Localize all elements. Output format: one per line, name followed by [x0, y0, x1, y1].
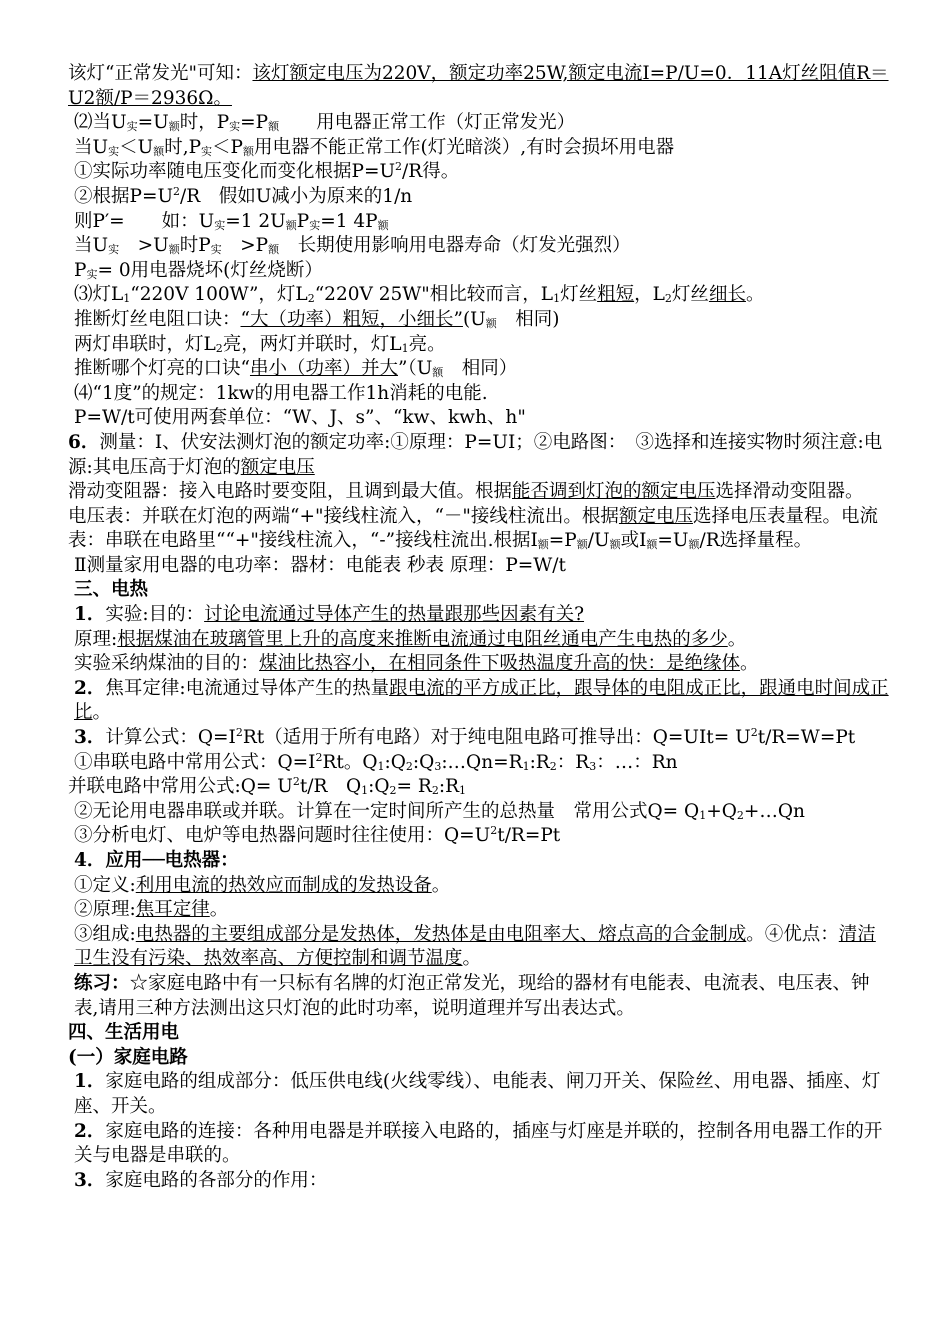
text-run: Rt（适用于所有电路）对于纯电阻电路可推导出：Q=UIt= U	[242, 727, 751, 749]
paragraph	[68, 259, 890, 284]
text-run: ⑷“1度”的规定：1kw的用电器工作1h消耗的电能.	[74, 382, 488, 404]
text-run: P	[296, 210, 310, 232]
paragraph	[68, 333, 890, 358]
text-run: 实验采纳煤油的目的：	[74, 653, 260, 675]
text-run: 当U	[74, 235, 109, 257]
text-run: ①实际功率随电压变化而变化根据P=U	[74, 161, 396, 183]
underlined-text: 串小（功率）并大	[249, 358, 398, 380]
paragraph	[68, 1070, 890, 1119]
paragraph	[68, 775, 890, 800]
text-run: ”（U	[397, 358, 433, 380]
subscript: 2	[405, 759, 413, 773]
text-run: 选择滑动变阻器。 电压表：并联在灯泡的两端“+"接线柱流入，“－"接线柱流出。根据	[68, 481, 873, 527]
subscript: 1	[123, 292, 131, 306]
text-run: :R	[438, 776, 460, 798]
paragraph	[68, 431, 890, 480]
text-run: 四、生活用电	[68, 1022, 180, 1044]
subscript: 额	[153, 144, 165, 158]
text-run: 长期使用影响用电器寿命（灯发光强烈）	[279, 235, 631, 257]
subscript: 额	[268, 120, 280, 134]
superscript: 2	[315, 750, 323, 764]
text-run: 时P	[179, 235, 211, 257]
text-run: t/R Q	[299, 776, 362, 798]
paragraph	[68, 849, 890, 874]
text-run: 用电器正常工作（灯正常发光）	[279, 112, 576, 134]
text-run: ②根据P=U	[74, 185, 174, 207]
text-run: 灯丝	[671, 284, 709, 306]
subscript: 2	[549, 759, 557, 773]
text-run: ③组成:	[74, 923, 136, 945]
text-run: ①定义:	[74, 874, 136, 896]
underlined-text: 细长	[708, 284, 746, 306]
paragraph	[68, 308, 890, 333]
subscript: 实	[214, 218, 226, 232]
subscript: 额	[377, 218, 389, 232]
text-run: 。	[209, 899, 229, 921]
subscript: 2	[664, 292, 672, 306]
text-run: ①串联电路中常用公式：Q=I	[74, 751, 316, 773]
text-run: 。	[431, 874, 451, 896]
text-run: “220V 25W"相比较而言，L	[314, 284, 554, 306]
superscript: 2	[292, 775, 300, 789]
text-run: 3．	[74, 727, 106, 749]
superscript: 2	[750, 726, 758, 740]
underlined-text: 利用电流的热效应而制成的发热设备	[135, 874, 432, 896]
text-run: ：…：Rn	[596, 751, 678, 773]
subscript: 实	[108, 243, 120, 257]
subscript: 1	[377, 759, 385, 773]
text-run: :R	[529, 751, 550, 773]
subscript: 1	[361, 784, 369, 798]
text-run: t/R=Pt	[497, 825, 561, 847]
paragraph	[68, 136, 890, 161]
paragraph	[68, 874, 890, 899]
underlined-text: 煤油比热容小，在相同条件下吸热温度升高的快：是绝缘体	[259, 653, 741, 675]
text-run: 推断哪个灯亮的口诀“	[74, 358, 250, 380]
subscript: 1	[522, 759, 530, 773]
subscript: 2	[736, 808, 744, 822]
paragraph	[68, 603, 890, 628]
paragraph	[68, 283, 890, 308]
subscript: 实	[126, 120, 138, 134]
subscript: 1	[553, 292, 561, 306]
text-run: 。	[727, 628, 747, 650]
text-run: 当U	[74, 136, 109, 158]
text-run: /U	[587, 530, 610, 552]
underlined-text: 讨论电流通过导体产生的热量跟那些因素有关?	[204, 604, 585, 626]
subscript: 额	[537, 538, 549, 552]
underlined-text: 额定电压	[618, 505, 693, 527]
text-run: 练习：	[74, 972, 130, 994]
paragraph	[68, 357, 890, 382]
text-run: 用电器不能正常工作(灯光暗淡）,有时会损坏用电器	[253, 136, 675, 158]
text-run: =U	[137, 112, 169, 134]
subscript: 2	[389, 784, 397, 798]
subscript: 额	[576, 538, 588, 552]
text-run: 并联电路中常用公式:Q= U	[68, 776, 293, 798]
subscript: 额	[609, 538, 621, 552]
paragraph	[68, 210, 890, 235]
text-run: ：R	[556, 751, 590, 773]
text-run: =1 4P	[320, 210, 378, 232]
text-run: 推断灯丝电阻口诀：	[74, 308, 241, 330]
paragraph	[68, 62, 890, 111]
text-run: 实验:目的：	[105, 604, 205, 626]
text-run: :Q	[384, 751, 406, 773]
text-run: :Q	[368, 776, 390, 798]
text-run: 滑动变阻器：接入电路时要变阻，且调到最大值。根据	[68, 481, 513, 503]
text-run: ②无论用电器串联或并联。计算在一定时间所产生的总热量 常用公式Q= Q	[74, 800, 700, 822]
text-run: 。	[740, 653, 759, 675]
underlined-text: “大（功率）粗短，小细长”	[240, 308, 463, 330]
underlined-text: 跟电流的平方成正比，跟导体的电阻成正比，跟通电时间成正比	[74, 677, 889, 724]
paragraph	[68, 578, 890, 603]
text-run: = 0用电器烧坏(灯丝烧断）	[97, 259, 323, 281]
subscript: 额	[268, 243, 280, 257]
underlined-text: 根据煤油在玻璃管里上升的高度来推断电流通过电阻丝通电产生电热的多少	[117, 628, 728, 650]
text-run: >P	[221, 235, 269, 257]
text-run: =P	[240, 112, 269, 134]
text-run: 4．应用──电热器：	[74, 850, 239, 871]
text-run: 家庭电路的组成部分：低压供电线(火线零线）、电能表、闸刀开关、保险丝、用电器、插座、灯座、开关。	[74, 1071, 881, 1117]
paragraph	[68, 1169, 890, 1194]
text-run: 两灯串联时，灯L	[74, 333, 216, 355]
text-run: +Q	[706, 800, 737, 822]
paragraph	[68, 111, 890, 136]
text-run: ⑵当U	[74, 112, 127, 134]
subscript: 1	[459, 784, 467, 798]
subscript: 额	[485, 316, 497, 330]
underlined-text: 焦耳定律	[135, 899, 210, 921]
subscript: 3	[589, 759, 597, 773]
subscript: 1	[699, 808, 707, 822]
text-run: 。	[92, 702, 112, 724]
text-run: ＜U	[119, 136, 154, 158]
text-run: =P	[548, 530, 577, 552]
text-run: 该灯“正常发光"可知：	[68, 63, 253, 84]
paragraph	[68, 1021, 890, 1046]
text-run: /R选择量程。	[699, 530, 813, 552]
text-run: =U	[657, 530, 689, 552]
paragraph	[68, 160, 890, 185]
subscript: 实	[210, 243, 222, 257]
text-run: 灯丝	[560, 284, 598, 306]
text-run: ③分析电灯、电炉等电热器问题时往往使用：Q=U	[74, 825, 491, 847]
paragraph	[68, 972, 890, 1021]
text-run: 时,P	[164, 136, 202, 158]
text-run: 焦耳定律:电流通过导体产生的热量	[105, 677, 390, 699]
text-run: 家庭电路的连接：各种用电器是并联接入电路的，插座与灯座是并联的，控制各用电器工作的开关与电器是串联的。	[74, 1120, 883, 1167]
document-body	[68, 62, 890, 1193]
underlined-text: 粗短	[597, 284, 635, 306]
text-run: 家庭电路的各部分的作用：	[105, 1169, 328, 1191]
text-run: 相同）	[443, 358, 518, 380]
text-run: 。④优点：	[746, 923, 839, 945]
paragraph	[68, 185, 890, 210]
underlined-text: 清洁卫生没有污染、热效率高、方便控制和调节温度	[74, 923, 876, 970]
subscript: 额	[688, 538, 700, 552]
subscript: 1	[401, 341, 409, 355]
text-run: t/R=W=Pt	[757, 727, 856, 749]
subscript: 实	[108, 144, 120, 158]
text-run: (一）家庭电路	[68, 1046, 188, 1068]
text-run: 1．	[74, 604, 106, 626]
text-run: +…Qn	[743, 800, 805, 822]
text-run: 原理:	[74, 628, 118, 650]
text-run: P=W/t可使用两套单位：“W、J、s”、“kw、kwh、h"	[74, 407, 526, 429]
paragraph	[68, 677, 890, 726]
text-run: 计算公式：Q=I	[105, 727, 236, 749]
underlined-text: 额定电压	[240, 456, 315, 478]
subscript: 实	[309, 218, 321, 232]
text-run: 三、电热	[74, 579, 149, 601]
subscript: 2	[215, 341, 223, 355]
text-run: :Q	[412, 751, 435, 773]
paragraph	[68, 1046, 890, 1071]
paragraph	[68, 726, 890, 751]
text-run: Ⅱ测量家用电器的电功率：器材：电能表 秒表 原理：P=W/t	[74, 554, 566, 576]
subscript: 3	[434, 759, 442, 773]
text-run: ②原理:	[74, 899, 136, 921]
paragraph	[68, 406, 890, 431]
text-run: ＜P	[212, 136, 243, 158]
subscript: 额	[168, 243, 180, 257]
text-run: ☆家庭电路中有一只标有名牌的灯泡正常发光，现给的器材有电能表、电流表、电压表、钟表,请用三种方法测出这只灯泡的此时功率，说明道理并写出表达式。	[74, 972, 870, 1019]
paragraph	[68, 898, 890, 923]
subscript: 2	[431, 784, 439, 798]
text-run: 时，P	[179, 112, 230, 134]
text-run: ⑶灯L	[74, 284, 124, 306]
text-run: 亮，两灯并联时，灯L	[222, 333, 402, 355]
subscript: 实	[201, 144, 213, 158]
text-run: 亮。	[408, 333, 446, 355]
text-run: Rt。Q	[322, 751, 378, 773]
paragraph	[68, 382, 890, 407]
text-run: 或I	[620, 530, 647, 552]
paragraph	[68, 824, 890, 849]
superscript: 2	[235, 726, 243, 740]
text-run: “220V 100W”，灯L	[130, 284, 308, 306]
text-run: >U	[119, 235, 169, 257]
subscript: 额	[646, 538, 658, 552]
underlined-text: 该灯额定电压为220V，额定功率25W,额定电流I=P/U=0．11A灯丝阻值R＝U2额/P＝2936Ω。	[68, 63, 889, 109]
subscript: 额	[285, 218, 297, 232]
paragraph	[68, 800, 890, 825]
paragraph	[68, 923, 890, 972]
text-run: 。	[745, 284, 765, 306]
text-run: 1．	[74, 1071, 106, 1093]
text-run: 。	[462, 948, 482, 970]
paragraph	[68, 1120, 890, 1169]
subscript: 额	[168, 120, 180, 134]
text-run: = R	[396, 776, 432, 798]
text-run: ，L	[634, 284, 665, 306]
text-run: 相同)	[496, 308, 560, 330]
paragraph	[68, 628, 890, 653]
text-run: 则P′= 如：U	[74, 210, 215, 232]
subscript: 实	[86, 267, 98, 281]
superscript: 2	[173, 184, 181, 198]
paragraph	[68, 751, 890, 776]
text-run: 3．	[74, 1169, 106, 1191]
subscript: 实	[229, 120, 241, 134]
text-run: =1 2U	[225, 210, 286, 232]
paragraph	[68, 554, 890, 579]
text-run: 2．	[74, 677, 106, 699]
underlined-text: 电热器的主要组成部分是发热体，发热体是由电阻率大、熔点高的合金制成	[135, 923, 747, 945]
superscript: 2	[490, 824, 498, 838]
superscript: 2	[395, 160, 403, 174]
paragraph	[68, 652, 890, 677]
underlined-text: 能否调到灯泡的额定电压	[512, 481, 716, 503]
text-run: 测量：Ⅰ、伏安法测灯泡的额定功率:①原理：P=UI；②电路图： ③选择和连接实物时须注意:电源:其电压高于灯泡的	[68, 431, 883, 478]
text-run: :…Qn=R	[441, 751, 523, 773]
subscript: 额	[432, 366, 444, 380]
text-run: P	[74, 259, 87, 281]
text-run: (U	[462, 308, 486, 330]
paragraph	[68, 234, 890, 259]
text-run: /R得。	[402, 161, 460, 183]
paragraph	[68, 480, 890, 554]
text-run: 2．	[74, 1120, 106, 1142]
subscript: 额	[242, 144, 254, 158]
text-run: 6．	[68, 431, 100, 453]
text-run: /R 假如U减小为原来的1/n	[180, 185, 413, 207]
text-run: 选择电压表量程。电流表：串联在电路里““+"接线柱流入，“-”接线柱流出.根据I	[68, 505, 878, 552]
subscript: 2	[307, 292, 315, 306]
